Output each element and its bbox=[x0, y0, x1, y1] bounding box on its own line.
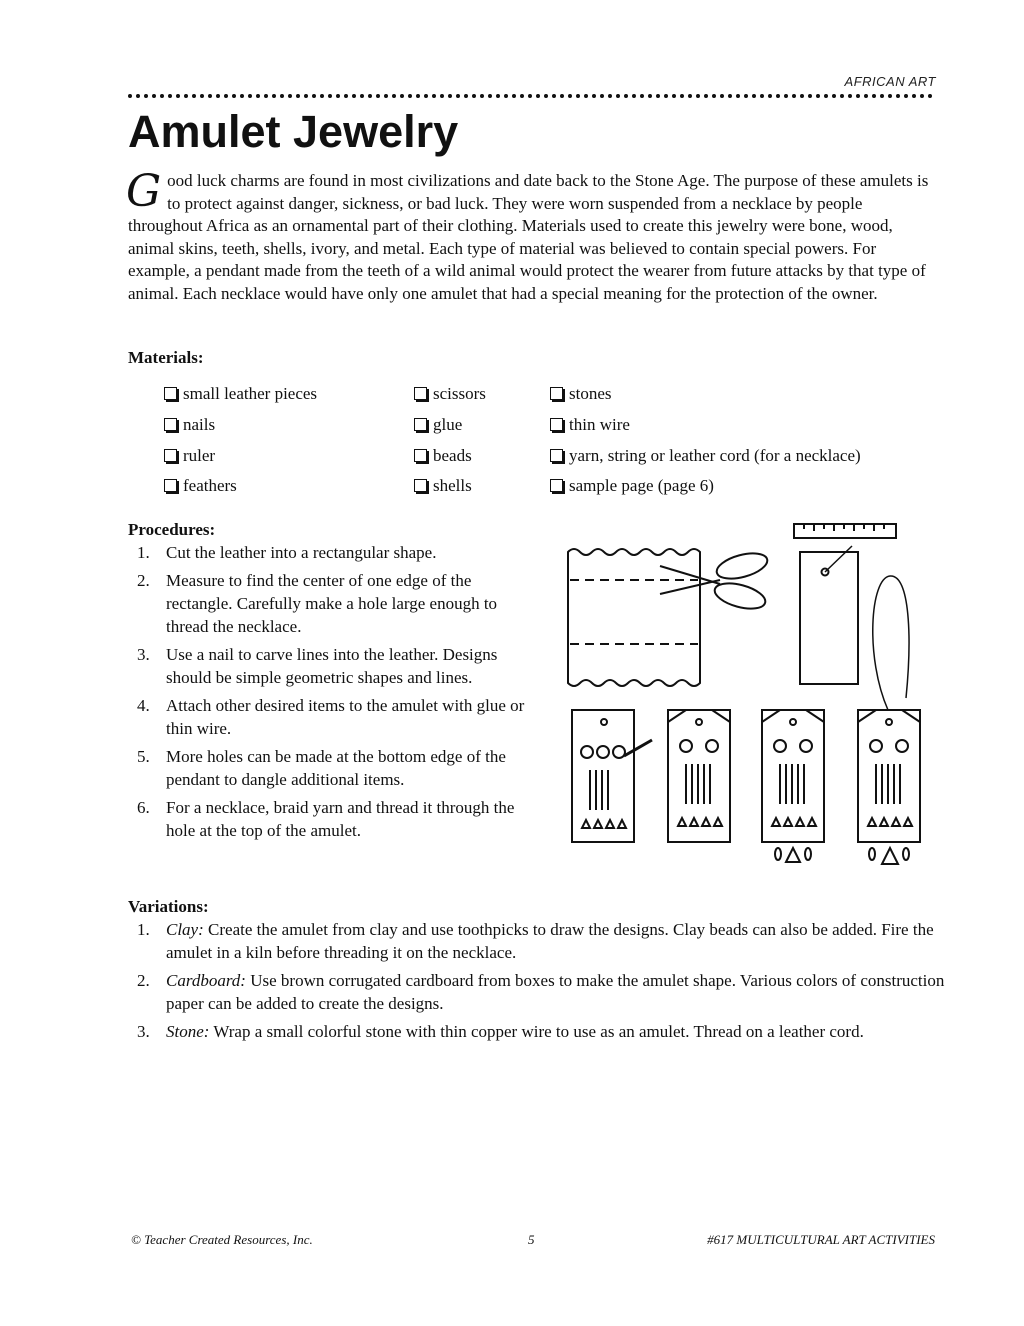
leather-piece-drawing bbox=[568, 549, 700, 686]
procedures-heading: Procedures: bbox=[128, 520, 216, 539]
page-title: Amulet Jewelry bbox=[128, 106, 459, 157]
material-item[interactable]: sample page (page 6) bbox=[550, 476, 714, 496]
material-item[interactable]: feathers bbox=[164, 476, 237, 496]
ruler-icon bbox=[794, 524, 896, 538]
checkbox-icon bbox=[550, 479, 563, 492]
footer-copyright: © Teacher Created Resources, Inc. bbox=[131, 1232, 313, 1247]
procedure-step: 6. For a necklace, braid yarn and thread it through the hole at the top of the amulet. bbox=[137, 798, 515, 840]
amulet-drawing-4 bbox=[858, 710, 920, 864]
checkbox-icon bbox=[550, 418, 563, 431]
measured-rectangle-drawing bbox=[800, 546, 858, 684]
material-item[interactable]: shells bbox=[414, 476, 472, 496]
material-item[interactable]: nails bbox=[164, 415, 215, 435]
page-number: 5 bbox=[528, 1232, 535, 1247]
material-item[interactable]: stones bbox=[550, 384, 612, 404]
checkbox-icon bbox=[550, 387, 563, 400]
procedure-step: 2. Measure to find the center of one edge of the rectangle. Carefully make a hole large enough to thread the necklace. bbox=[137, 571, 498, 636]
variations-heading: Variations: bbox=[128, 897, 209, 916]
material-item[interactable]: ruler bbox=[164, 446, 215, 466]
amulet-illustration bbox=[560, 518, 940, 878]
section-tag: AFRICAN ART bbox=[844, 74, 936, 89]
intro-text: ood luck charms are found in most civilizations and date back to the Stone Age. The purpose of these amulets is to protect against danger, sickness, or bad luck. They were worn suspended from a necklace by people throughout Africa as an ornamental part of their clothing. Materials used to create this jewelry were bone, wood, animal skins, teeth, shells, ivory, and metal. Each type of material was believed to contain special powers. For example, a pendant made from the teeth of a wild animal would protect the wearer from future attacks by that type of animal. Each necklace would have only one amulet that had a special meaning for the protection of the owner. bbox=[128, 171, 929, 303]
procedure-step: 3. Use a nail to carve lines into the leather. Designs should be simple geometric shapes and lines. bbox=[137, 645, 498, 687]
dotted-divider bbox=[128, 90, 936, 102]
checkbox-icon bbox=[414, 387, 427, 400]
checkbox-icon bbox=[164, 479, 177, 492]
procedure-step: 1. Cut the leather into a rectangular shape. bbox=[137, 543, 437, 562]
material-item[interactable]: beads bbox=[414, 446, 472, 466]
drop-cap: G bbox=[126, 166, 162, 217]
checkbox-icon bbox=[550, 449, 563, 462]
variation-item: 3. Stone: Wrap a small colorful stone with thin copper wire to use as an amulet. Thread on a leather cord. bbox=[137, 1022, 864, 1041]
procedure-step: 4. Attach other desired items to the amulet with glue or thin wire. bbox=[137, 696, 525, 738]
amulet-drawing-2 bbox=[668, 710, 730, 842]
material-item[interactable]: small leather pieces bbox=[164, 384, 317, 404]
variation-item: 2. Cardboard: Use brown corrugated cardboard from boxes to make the amulet shape. Various colors of construction paper can be added to create the designs. bbox=[137, 971, 945, 1013]
amulet-drawing-1 bbox=[572, 710, 652, 842]
material-item[interactable]: yarn, string or leather cord (for a necklace) bbox=[550, 446, 861, 466]
checkbox-icon bbox=[164, 449, 177, 462]
amulet-drawing-3 bbox=[762, 710, 824, 862]
materials-heading: Materials: bbox=[128, 348, 204, 367]
checkbox-icon bbox=[414, 479, 427, 492]
checkbox-icon bbox=[414, 449, 427, 462]
variation-item: 1. Clay: Create the amulet from clay and use toothpicks to draw the designs. Clay beads can also be added. Fire the amulet in a kiln before threading it on the necklace. bbox=[137, 920, 934, 962]
checkbox-icon bbox=[164, 387, 177, 400]
necklace-cord bbox=[873, 576, 909, 710]
footer-book-title: #617 MULTICULTURAL ART ACTIVITIES bbox=[707, 1232, 935, 1247]
materials-list bbox=[164, 384, 944, 514]
material-item[interactable]: thin wire bbox=[550, 415, 630, 435]
material-item[interactable]: glue bbox=[414, 415, 462, 435]
intro-paragraph bbox=[126, 166, 936, 306]
procedures-list bbox=[128, 541, 538, 847]
variations-list bbox=[128, 918, 948, 1048]
procedure-step: 5. More holes can be made at the bottom edge of the pendant to dangle additional items. bbox=[137, 747, 506, 789]
checkbox-icon bbox=[164, 418, 177, 431]
material-item[interactable]: scissors bbox=[414, 384, 486, 404]
checkbox-icon bbox=[414, 418, 427, 431]
